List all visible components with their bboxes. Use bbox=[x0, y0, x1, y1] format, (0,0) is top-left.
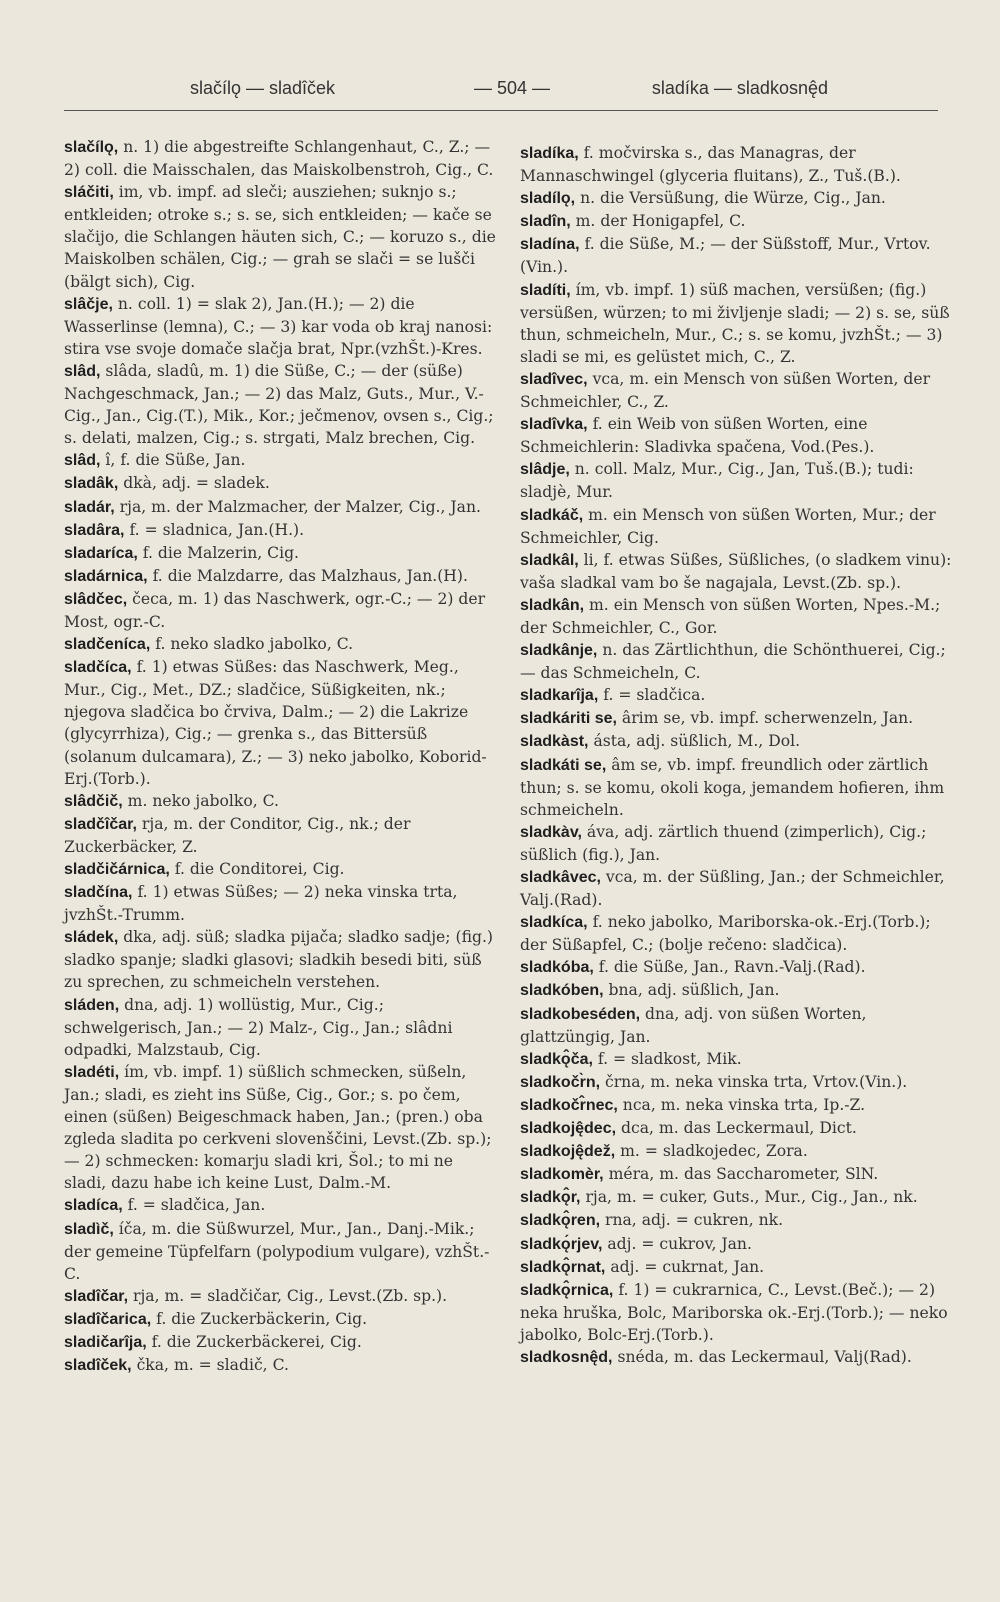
entry-headword: sladkáti se, bbox=[520, 756, 607, 774]
entry-headword: sladéti, bbox=[64, 1063, 120, 1081]
dictionary-entry bbox=[520, 187, 952, 210]
dictionary-entry bbox=[64, 813, 496, 858]
entry-definition: nca, m. neka vinska trta, Ip.-Z. bbox=[617, 1095, 866, 1114]
entry-definition: dkà, adj. = sladek. bbox=[118, 474, 270, 493]
entry-headword: sladčíca, bbox=[64, 659, 132, 677]
dictionary-entry bbox=[520, 1094, 952, 1117]
entry-headword: sladîn, bbox=[520, 213, 571, 231]
dictionary-entry bbox=[64, 181, 496, 292]
entry-headword: sláčiti, bbox=[64, 184, 114, 202]
entry-definition: méra, m. das Saccharometer, SlN. bbox=[603, 1165, 879, 1184]
entry-definition: m. ein Mensch von süßen Worten, Mur.; der Schmeichler, Cig. bbox=[520, 505, 936, 547]
entry-headword: sladína, bbox=[520, 236, 580, 254]
entry-headword: sladíca, bbox=[64, 1197, 123, 1215]
entry-headword: sladkáč, bbox=[520, 506, 584, 524]
entry-headword: slâčje, bbox=[64, 295, 113, 313]
entry-headword: sladkǫ̂rnat, bbox=[520, 1258, 606, 1276]
dictionary-entry bbox=[520, 1346, 952, 1369]
entry-headword: sladičarîja, bbox=[64, 1333, 147, 1351]
page-number: — 504 — bbox=[474, 78, 551, 98]
dictionary-entry bbox=[64, 1308, 496, 1331]
dictionary-entry bbox=[64, 656, 496, 790]
entry-headword: sladîvka, bbox=[520, 416, 588, 434]
dictionary-entry bbox=[64, 496, 496, 519]
right-column bbox=[520, 142, 952, 1369]
entry-definition: li, f. etwas Süßes, Süßliches, (o sladkem vinu): vaša sladkal vam bo še nagajala, Levst.(Zb. sp.). bbox=[520, 550, 952, 592]
entry-definition: adj. = cukrnat, Jan. bbox=[605, 1257, 765, 1276]
entry-definition: m. der Honigapfel, C. bbox=[570, 212, 746, 231]
entry-headword: sladčičárnica, bbox=[64, 861, 170, 878]
entry-definition: m. neko jabolko, C. bbox=[122, 791, 279, 810]
dictionary-entry bbox=[64, 1331, 496, 1354]
entry-definition: f. die Süße, M.; — der Süßstoff, Mur., Vrtov.(Vin.). bbox=[520, 235, 931, 277]
dictionary-entry bbox=[520, 594, 952, 639]
entry-definition: m. = sladkojedec, Zora. bbox=[615, 1142, 808, 1161]
entry-headword: sladkobeséden, bbox=[520, 1005, 641, 1023]
entry-definition: f. die Malzdarre, das Malzhaus, Jan.(H). bbox=[147, 566, 468, 585]
entry-definition: dka, adj. süß; sladka pijača; sladko sadje; (fig.) sladko spanje; sladki glasovi; sladkih besedi biti, süß zu sprechen, zu schmeicheln verstehen. bbox=[64, 928, 494, 992]
entry-definition: čeca, m. 1) das Naschwerk, ogr.-C.; — 2) der Most, ogr.-C. bbox=[64, 589, 486, 631]
entry-headword: sladkǫ́rjev, bbox=[520, 1235, 603, 1253]
dictionary-entry bbox=[64, 633, 496, 656]
entry-definition: áva, adj. zärtlich thuend (zimperlich), Cig.; süßlich (fig.), Jan. bbox=[520, 822, 927, 864]
entry-definition: f. die Zuckerbäckerin, Cig. bbox=[151, 1309, 368, 1328]
entry-definition: f. = sladnica, Jan.(H.). bbox=[124, 520, 305, 539]
dictionary-entry bbox=[64, 1354, 496, 1377]
entry-headword: sladâra, bbox=[64, 521, 125, 539]
dictionary-entry bbox=[520, 233, 952, 278]
dictionary-entry bbox=[64, 588, 496, 633]
dictionary-entry bbox=[520, 866, 952, 911]
dictionary-entry bbox=[64, 790, 496, 813]
entry-definition: rja, m. = cuker, Guts., Mur., Cig., Jan., nk. bbox=[580, 1188, 918, 1207]
entry-headword: sladkomèr, bbox=[520, 1166, 604, 1184]
dictionary-entry bbox=[64, 565, 496, 588]
dictionary-entry bbox=[520, 1140, 952, 1163]
dictionary-entry bbox=[520, 956, 952, 979]
dictionary-entry bbox=[520, 1256, 952, 1279]
entry-definition: f. = sladčica, Jan. bbox=[122, 1196, 266, 1215]
entry-definition: rja, m. der Conditor, Cig., nk.; der Zuckerbäcker, Z. bbox=[64, 814, 411, 856]
dictionary-entry bbox=[64, 519, 496, 542]
entry-definition: ím, vb. impf. 1) süß machen, versüßen; (fig.) versüßen, würzen; to mi življenje sladi; — 2) s. se, süß thun, schmeicheln, Mur., C.; s. se komu, jvzhŠt.; — 3) sladi se mi, es gelüstet mich, C., Z. bbox=[520, 280, 950, 366]
entry-headword: sladárnica, bbox=[64, 567, 148, 585]
entry-definition: f. die Malzerin, Cig. bbox=[137, 543, 300, 562]
dictionary-entry bbox=[520, 821, 952, 866]
entry-definition: rna, adj. = cukren, nk. bbox=[600, 1211, 784, 1230]
entry-headword: sladkóba, bbox=[520, 959, 594, 977]
entry-headword: sladkàst, bbox=[520, 733, 589, 751]
entry-definition: adj. = cukrov, Jan. bbox=[602, 1234, 752, 1253]
dictionary-entry bbox=[64, 293, 496, 360]
entry-headword: slâdje, bbox=[520, 461, 570, 479]
entry-headword: slâd, bbox=[64, 362, 101, 380]
entry-headword: sladčína, bbox=[64, 884, 133, 902]
entry-headword: sladkânje, bbox=[520, 642, 598, 660]
entry-definition: črna, m. neka vinska trta, Vrtov.(Vin.). bbox=[600, 1072, 908, 1091]
entry-definition: ím, vb. impf. 1) süßlich schmecken, süßeln, Jan.; sladi, es zieht ins Süße, Cig., Gor.; s. po čem, einen (süßen) Beigeschmack haben, Jan.; (pren.) oba zgleda sladita po cerkveni slovenščini, Levst.(Zb. sp.); — 2) schmecken: komarju sladi kri, Šol.; to mi ne sladi, dazu habe ich keine Lust, Dalm.-M. bbox=[64, 1062, 492, 1193]
dictionary-entry bbox=[520, 911, 952, 956]
entry-definition: bna, adj. süßlich, Jan. bbox=[603, 981, 780, 1000]
entry-headword: sladíti, bbox=[520, 281, 571, 299]
entry-definition: dca, m. das Leckermaul, Dict. bbox=[616, 1119, 857, 1138]
entry-definition: im, vb. impf. ad sleči; ausziehen; suknjo s.; entkleiden; otroke s.; s. se, sich entkleiden; — kače se slačijo, die Schlangen häuten sich, C.; — koruzo s., die Maiskolben schälen, Cig.; — grah se slači = se lušči (bälgt sich), Cig. bbox=[64, 183, 496, 291]
entry-definition: f. neko sladko jabolko, C. bbox=[150, 635, 354, 654]
entry-headword: sladílǫ, bbox=[520, 190, 576, 208]
entry-headword: sládek, bbox=[64, 929, 119, 947]
entry-definition: n. das Zärtlichthun, die Schönthuerei, Cig.; — das Schmeicheln, C. bbox=[520, 641, 946, 683]
entry-headword: sladkàv, bbox=[520, 823, 582, 841]
entry-definition: rja, m. der Malzmacher, der Malzer, Cig., Jan. bbox=[114, 497, 481, 516]
dictionary-entry bbox=[520, 413, 952, 458]
dictionary-entry bbox=[520, 979, 952, 1002]
dictionary-entry bbox=[64, 881, 496, 926]
dictionary-entry bbox=[520, 279, 952, 368]
entry-headword: sladkočr̀n, bbox=[520, 1073, 601, 1091]
dictionary-entry bbox=[64, 542, 496, 565]
entry-definition: f. 1) = cukrarnica, C., Levst.(Beč.); — 2) neka hruška, Bolc, Mariborska ok.-Erj.(Torb.); — neko jabolko, Bolc-Erj.(Torb.). bbox=[520, 1280, 948, 1344]
entry-definition: snéda, m. das Leckermaul, Valj(Rad). bbox=[612, 1347, 912, 1366]
entry-definition: î, f. die Süße, Jan. bbox=[100, 451, 246, 470]
entry-headword: sláden, bbox=[64, 996, 120, 1014]
entry-headword: sladkǫ̂ča, bbox=[520, 1050, 593, 1068]
entry-headword: sladkoję̂dež, bbox=[520, 1143, 616, 1161]
entry-headword: sladîčarica, bbox=[64, 1310, 152, 1328]
dictionary-entry bbox=[520, 1117, 952, 1140]
entry-headword: sladčeníca, bbox=[64, 636, 151, 654]
entry-headword: sladkarîja, bbox=[520, 687, 599, 705]
entry-headword: sladâk, bbox=[64, 475, 119, 493]
header-left-guideword: slačílǫ — sladîček bbox=[190, 78, 336, 98]
entry-definition: vca, m. der Süßling, Jan.; der Schmeichler, Valj.(Rad). bbox=[520, 868, 945, 910]
dictionary-entry bbox=[64, 1218, 496, 1285]
entry-definition: n. coll. Malz, Mur., Cig., Jan, Tuš.(B.); tudi: sladjè, Mur. bbox=[520, 460, 914, 502]
dictionary-entry bbox=[64, 136, 496, 181]
entry-headword: slâdčec, bbox=[64, 590, 128, 608]
entry-headword: sladkóben, bbox=[520, 982, 604, 1000]
entry-definition: f. 1) etwas Süßes: das Naschwerk, Meg., Mur., Cig., Met., DZ.; sladčice, Süßigkeiten, nk.; njegova sladčica bo črviva, Dalm.; — 2) die Lakrize (glycyrrhiza), Cig.; — grenka s., das Bittersüß (solanum dulcamara), Z.; — 3) neko jabolko, Koborid-Erj.(Torb.). bbox=[64, 658, 487, 788]
entry-headword: sladkoję̂dec, bbox=[520, 1120, 617, 1138]
entry-headword: sladkíca, bbox=[520, 914, 588, 932]
entry-headword: sladkǫ̂ren, bbox=[520, 1212, 601, 1230]
dictionary-entry bbox=[520, 754, 952, 821]
dictionary-entry bbox=[520, 142, 952, 187]
entry-headword: sladkǫ̂r, bbox=[520, 1189, 581, 1207]
entry-definition: f. die Conditorei, Cig. bbox=[169, 860, 345, 878]
dictionary-entry bbox=[64, 1194, 496, 1217]
entry-headword: sladčîčar, bbox=[64, 815, 137, 833]
entry-headword: sladár, bbox=[64, 498, 115, 516]
dictionary-entry bbox=[520, 1003, 952, 1048]
dictionary-entry bbox=[520, 707, 952, 730]
dictionary-entry bbox=[64, 1285, 496, 1308]
entry-headword: sladkosnę̂d, bbox=[520, 1348, 613, 1366]
dictionary-entry bbox=[520, 1071, 952, 1094]
entry-definition: f. die Zuckerbäckerei, Cig. bbox=[146, 1332, 362, 1351]
entry-headword: sladkâvec, bbox=[520, 869, 601, 886]
entry-headword: sladkáriti se, bbox=[520, 710, 617, 728]
dictionary-entry bbox=[64, 360, 496, 449]
entry-headword: sladìč, bbox=[64, 1220, 114, 1238]
dictionary-entry bbox=[64, 926, 496, 993]
entry-headword: sladaríca, bbox=[64, 544, 138, 562]
dictionary-entry bbox=[520, 684, 952, 707]
page-header bbox=[64, 70, 938, 111]
dictionary-entry bbox=[64, 1061, 496, 1195]
entry-definition: rja, m. = sladčičar, Cig., Levst.(Zb. sp.). bbox=[128, 1286, 448, 1305]
entry-definition: dna, adj. 1) wollüstig, Mur., Cig.; schwelgerisch, Jan.; — 2) Malz-, Cig., Jan.; slâdni odpadki, Malzstaub, Cig. bbox=[64, 995, 453, 1059]
entry-headword: sladkǫ̂rnica, bbox=[520, 1281, 614, 1299]
entry-definition: f. = sladčica. bbox=[598, 686, 706, 705]
entry-definition: ârim se, vb. impf. scherwenzeln, Jan. bbox=[616, 709, 914, 728]
entry-definition: íča, m. die Süßwurzel, Mur., Jan., Danj.-Mik.; der gemeine Tüpfelfarn (polypodium vulgare), vzhŠt.-C. bbox=[64, 1219, 490, 1283]
entry-definition: ásta, adj. süßlich, M., Dol. bbox=[588, 732, 801, 751]
dictionary-entry bbox=[520, 1233, 952, 1256]
entry-definition: vca, m. ein Mensch von süßen Worten, der Schmeichler, C., Z. bbox=[520, 369, 931, 412]
dictionary-entry bbox=[520, 368, 952, 413]
entry-definition: f. = sladkost, Mik. bbox=[592, 1049, 742, 1068]
entry-definition: f. die Süße, Jan., Ravn.-Valj.(Rad). bbox=[593, 958, 866, 977]
dictionary-entry bbox=[64, 858, 496, 881]
dictionary-entry bbox=[64, 449, 496, 472]
dictionary-entry bbox=[520, 504, 952, 549]
dictionary-entry bbox=[520, 458, 952, 503]
dictionary-entry bbox=[64, 994, 496, 1061]
dictionary-entry bbox=[520, 730, 952, 753]
dictionary-entry bbox=[520, 639, 952, 684]
dictionary-entry bbox=[520, 210, 952, 233]
entry-definition: âm se, vb. impf. freundlich oder zärtlich thun; s. se komu, okoli koga, jemandem hofieren, ihm schmeicheln. bbox=[520, 755, 945, 819]
entry-definition: čka, m. = sladič, C. bbox=[131, 1356, 289, 1375]
entry-headword: sladkočr̂nec, bbox=[520, 1096, 618, 1114]
dictionary-entry bbox=[520, 1163, 952, 1186]
entry-definition: f. močvirska s., das Managras, der Mannaschwingel (glyceria fluitans), Z., Tuš.(B.). bbox=[520, 144, 901, 186]
entry-headword: sladíka, bbox=[520, 145, 579, 162]
entry-headword: sladîček, bbox=[64, 1357, 132, 1375]
dictionary-entry bbox=[520, 1048, 952, 1071]
dictionary-entry bbox=[520, 549, 952, 594]
entry-definition: f. neko jabolko, Mariborska-ok.-Erj.(Torb.); der Süßapfel, C.; (bolje rečeno: sladčica). bbox=[520, 913, 931, 955]
dictionary-entry bbox=[520, 1209, 952, 1232]
entry-definition: n. coll. 1) = slak 2), Jan.(H.); — 2) die Wasserlinse (lemna), C.; — 3) kar voda ob kraj nanosi: stira vse svoje domače slačja brat, Npr.(vzhŠt.)-Kres. bbox=[64, 294, 493, 358]
entry-definition: slâda, sladû, m. 1) die Süße, C.; — der (süße) Nachgeschmack, Jan.; — 2) das Malz, Guts., Mur., V.-Cig., Jan., Cig.(T.), Mik., Kor.; ječmenov, ovsen s., Cig.; s. delati, malzen, Cig.; s. strgati, Malz brechen, Cig. bbox=[64, 361, 494, 448]
dictionary-entry bbox=[64, 472, 496, 495]
entry-headword: sladkân, bbox=[520, 596, 585, 614]
entry-definition: n. die Versüßung, die Würze, Cig., Jan. bbox=[575, 189, 886, 208]
dictionary-entry bbox=[520, 1186, 952, 1209]
entry-definition: n. 1) die abgestreifte Schlangenhaut, C., Z.; — 2) coll. die Maisschalen, das Maiskolbenstroh, Cig., C. bbox=[64, 138, 494, 180]
entry-definition: m. ein Mensch von süßen Worten, Npes.-M.; der Schmeichler, C., Gor. bbox=[520, 595, 941, 637]
entry-headword: sladkâl, bbox=[520, 551, 579, 569]
entry-definition: f. 1) etwas Süßes; — 2) neka vinska trta, jvzhŠt.-Trumm. bbox=[64, 883, 458, 925]
left-column bbox=[64, 136, 496, 1377]
dictionary-entry bbox=[520, 1279, 952, 1346]
header-right-guideword: sladíka — sladkosnę̂d bbox=[651, 78, 828, 98]
entry-headword: slâdčič, bbox=[64, 792, 123, 810]
entry-headword: sladîčar, bbox=[64, 1287, 129, 1305]
entry-headword: sladîvec, bbox=[520, 370, 588, 388]
entry-definition: dna, adj. von süßen Worten, glattzüngig, Jan. bbox=[520, 1004, 867, 1046]
entry-headword: slačílǫ, bbox=[64, 139, 119, 156]
entry-definition: f. ein Weib von süßen Worten, eine Schmeichlerin: Sladivka spačena, Vod.(Pes.). bbox=[520, 415, 875, 457]
entry-headword: slâd, bbox=[64, 452, 101, 470]
